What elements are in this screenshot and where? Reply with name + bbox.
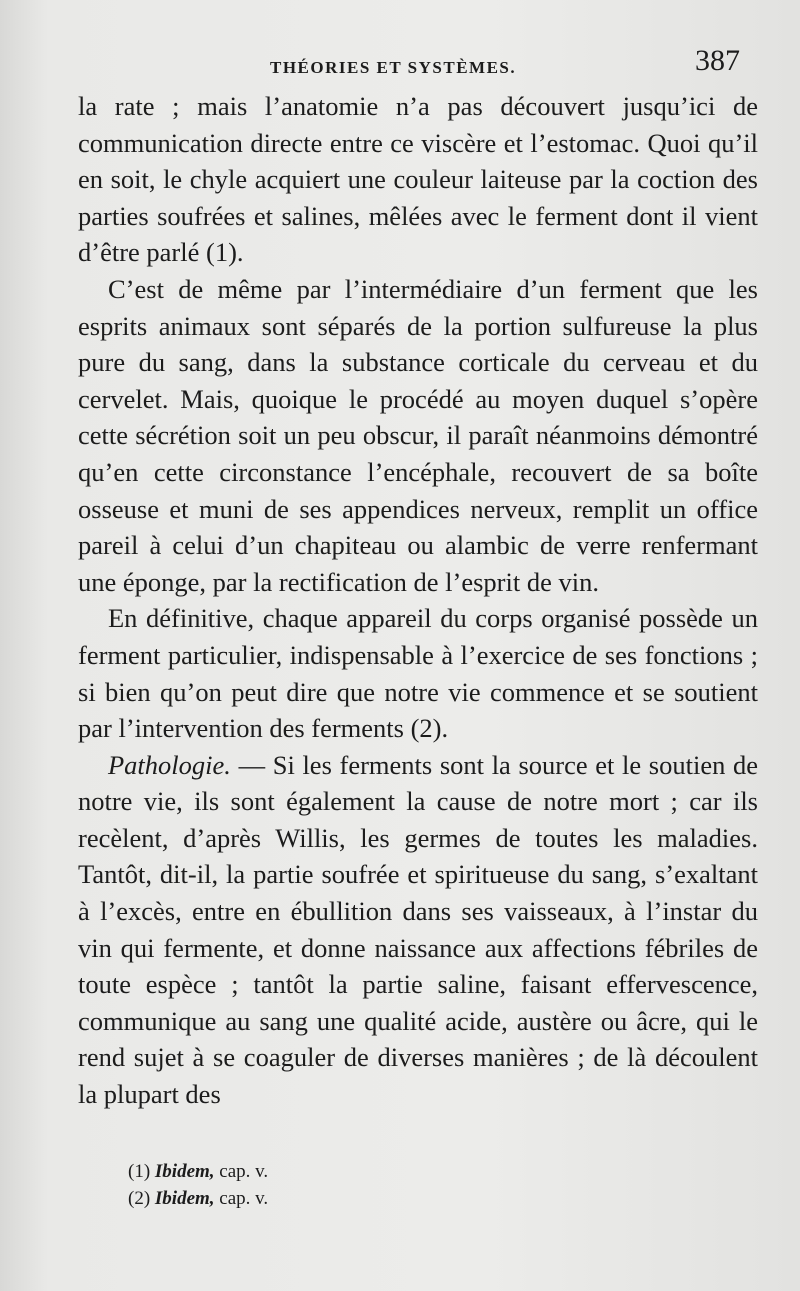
- running-title: THÉORIES ET SYSTÈMES.: [270, 58, 517, 77]
- page-header: [60, 44, 740, 84]
- footnote-ref: Ibidem,: [154, 1188, 215, 1209]
- footnote-number: (1): [128, 1161, 151, 1182]
- paragraph-animal-spirits: C’est de même par l’intermédiaire d’un ferment que les esprits animaux sont séparés de la portion sulfureuse la plus pure du sang, dans la substance corticale du cerveau et du cervelet. Mais, quoique le procédé au moyen duquel s’opère cette sécrétion soit un peu obscur, il paraît néanmoins démontré qu’en cette circonstance l’encéphale, recouvert de sa boîte osseuse et muni de ses appendices nerveux, remplit un office pareil à celui d’un chapiteau ou alambic de verre renfermant une éponge, par la rectification de l’esprit de vin.: [78, 273, 758, 597]
- paragraph-pathology: [78, 747, 758, 1113]
- footnote-1: [128, 1158, 728, 1185]
- footnote-number: (2): [128, 1188, 151, 1209]
- footnotes: [128, 1158, 728, 1212]
- footnote-text: cap. v.: [214, 1161, 269, 1182]
- paragraph-continuation: la rate ; mais l’anatomie n’a pas découvert jusqu’ici de communication directe entre ce viscère et l’estomac. Quoi qu’il en soit, le chyle acquiert une couleur laiteuse par la coction des parties soufrées et salines, mêlées avec le ferment dont il vient d’être parlé (1).: [78, 91, 758, 268]
- footnote-text: cap. v.: [214, 1188, 269, 1209]
- paragraph-definitive: En définitive, chaque appareil du corps organisé possède un ferment particulier, indispensable à l’exercice de ses fonctions ; si bien qu’on peut dire que notre vie commence et se soutient par l’intervention des ferments (2).: [78, 603, 758, 744]
- footnote-ref: Ibidem,: [154, 1161, 215, 1182]
- page-number: 387: [695, 44, 740, 77]
- footnote-2: [128, 1185, 728, 1212]
- pathology-heading: Pathologie.: [108, 749, 231, 780]
- body-text: [78, 88, 758, 1113]
- pathology-text: — Si les ferments sont la source et le soutien de notre vie, ils sont également la cause de notre mort ; car ils recèlent, d’après Willis, les germes de toutes les maladies. Tantôt, dit-il, la partie soufrée et spiritueuse du sang, s’exaltant à l’excès, entre en ébullition dans ses vaisseaux, à l’instar du vin qui fermente, et donne naissance aux affections fébriles de toute espèce ; tantôt la partie saline, faisant effervescence, communique au sang une qualité acide, austère ou âcre, qui le rend sujet à se coaguler de diverses manières ; de là découlent la plupart des: [78, 749, 758, 1110]
